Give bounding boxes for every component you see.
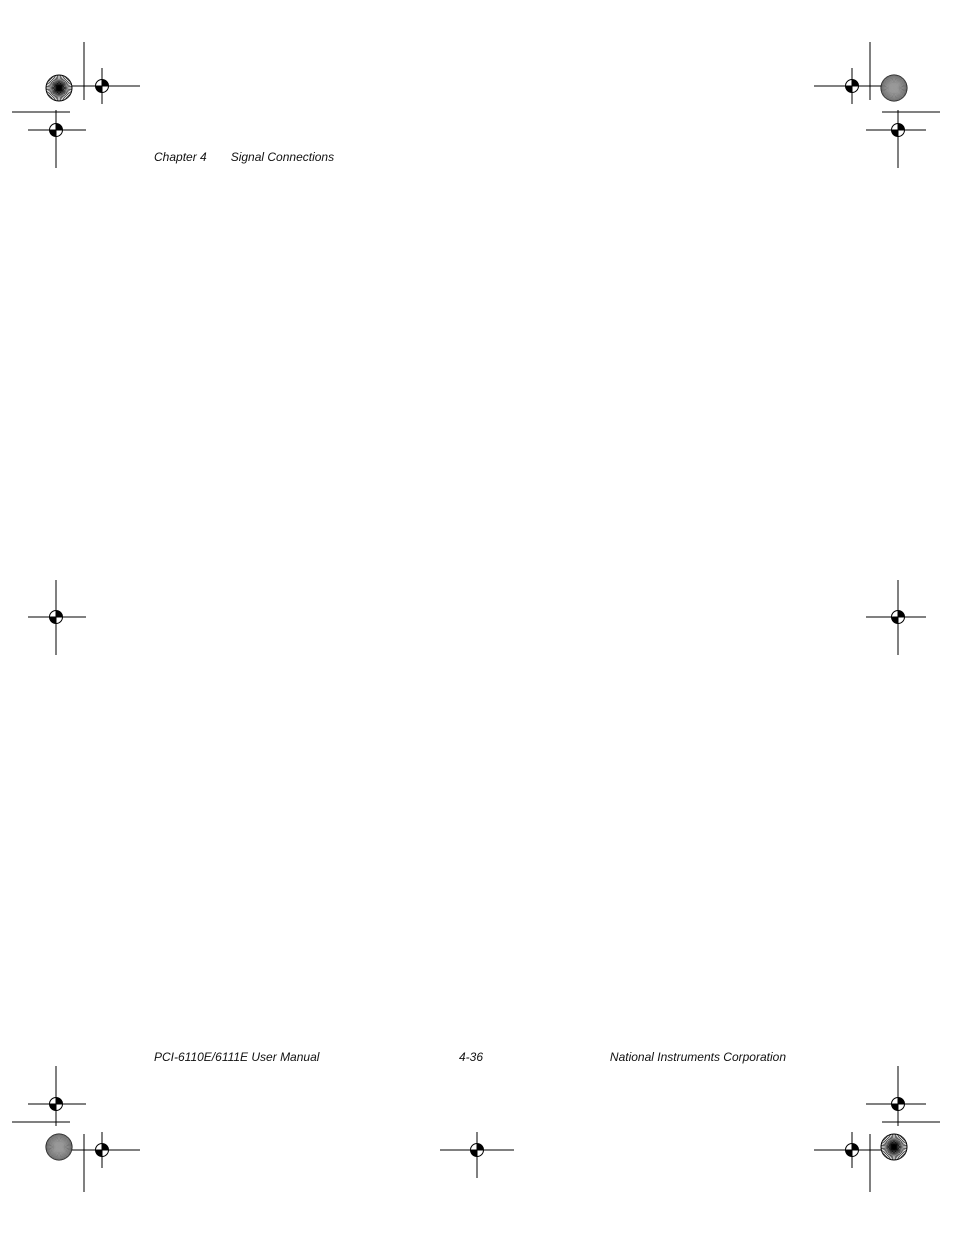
- section-title: Signal Connections: [230, 150, 335, 164]
- running-head: [154, 150, 334, 164]
- footer-page-number: 4-36: [459, 1050, 484, 1064]
- starburst-target: [881, 1134, 907, 1160]
- footer-manual-title: PCI-6110E/6111E User Manual: [154, 1050, 320, 1064]
- starburst-target-icon: [46, 75, 907, 1160]
- starburst-target: [46, 1134, 72, 1160]
- registration-crosshair-icon: [50, 80, 905, 1157]
- starburst-target: [46, 75, 72, 101]
- starburst-target: [881, 75, 907, 101]
- footer-company: National Instruments Corporation: [609, 1050, 786, 1064]
- chapter-label: Chapter 4: [154, 150, 207, 164]
